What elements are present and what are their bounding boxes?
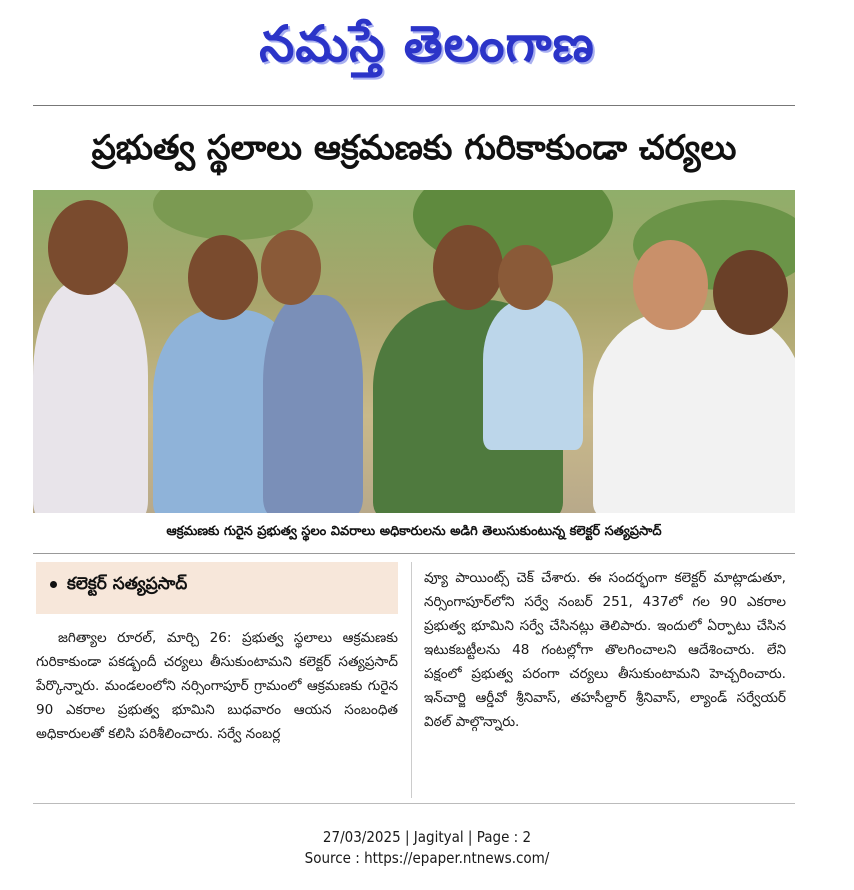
top-divider [33, 105, 795, 106]
caption-divider [33, 553, 795, 554]
article-body-right: వ్యూ పాయింట్స్ చెక్ చేశారు. ఈ సందర్భంగా కలెక్టర్ మాట్లాడుతూ, నర్సింగాపూర్‌లోని సర్వే నంబర్ 251, 437లో గల 90 ఎకరాల ప్రభుత్వ భూమిని సర్వే చేసినట్లు తెలిపారు. ఇందులో ఏర్పాటు చేసిన ఇటుకబట్టీలను 48 గంటల్లోగా తొలగించాలని ఆదేశించారు. లేని పక్షంలో ప్రభుత్వ పరంగా చర్యలు తీసుకుంటామని హెచ్చరించారు. ఇన్‌చార్జి ఆర్డీవో శ్రీనివాస్, తహసీల్దార్ శ్రీనివాస్, ల్యాండ్ సర్వేయర్ విఠల్ పాల్గొన్నారు. [424, 570, 786, 730]
column-divider [411, 562, 412, 798]
article-body-left: జగిత్యాల రూరల్, మార్చి 26: ప్రభుత్వ స్థలాలు ఆక్రమణకు గురికాకుండా పకడ్బందీ చర్యలు తీసుకుంటామని కలెక్టర్ సత్యప్రసాద్ పేర్కొన్నారు. మండలంలోని నర్సింగాపూర్ గ్రామంలో ఆక్రమణకు గురైన 90 ఎకరాల ప్రభుత్వ భూమిని బుధవారం ఆయన సంబంధిత అధికారులతో కలిసి పరిశీలించారు. సర్వే నంబర్ల [36, 630, 398, 742]
masthead-logo: నమస్తే తెలంగాణ [259, 14, 595, 73]
bottom-divider [33, 803, 795, 804]
article-photo [33, 190, 795, 513]
photo-caption: ఆక్రమణకు గురైన ప్రభుత్వ స్థలం వివరాలు అధికారులను అడిగి తెలుసుకుంటున్న కలెక్టర్ సత్యప్రసాద్ [166, 524, 662, 539]
footer-date-edition: 27/03/2025 | Jagityal | Page : 2 [322, 828, 532, 846]
byline [36, 562, 398, 614]
bullet-icon [50, 581, 57, 588]
byline-text: కలెక్టర్ సత్యప్రసాద్ [67, 574, 188, 594]
footer-source: Source : https://epaper.ntnews.com/ [304, 849, 550, 867]
article-headline: ప్రభుత్వ స్థలాలు ఆక్రమణకు గురికాకుండా చర్యలు [91, 128, 737, 168]
